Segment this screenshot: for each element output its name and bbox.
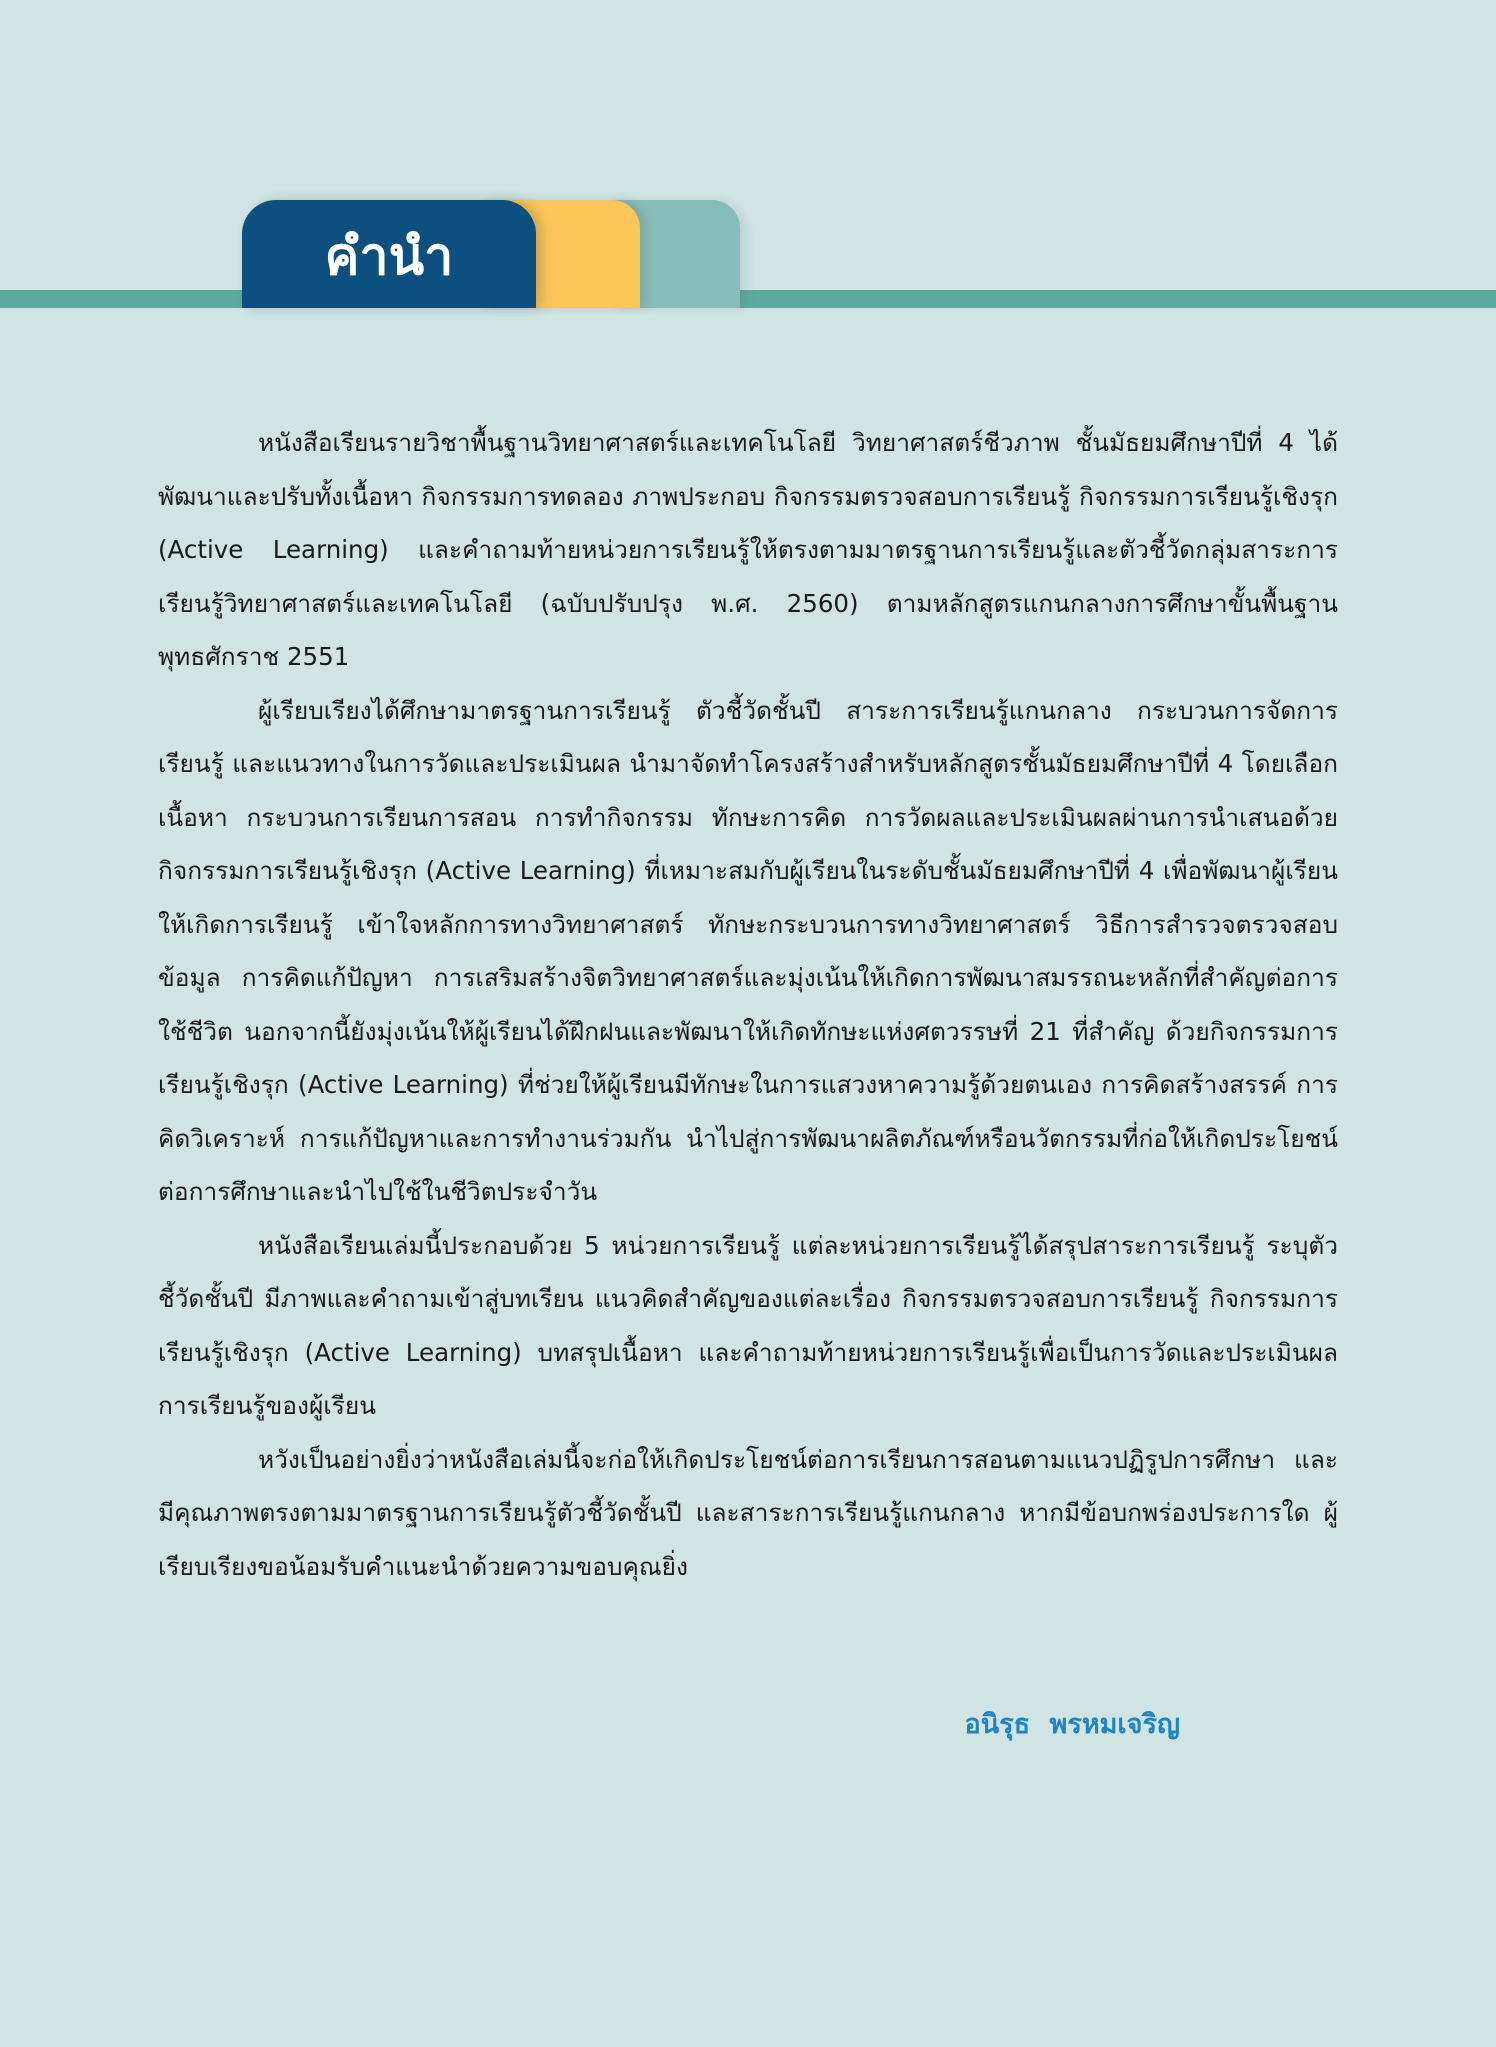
page-title: คำนำ <box>324 227 454 287</box>
paragraph-1: หนังสือเรียนรายวิชาพื้นฐานวิทยาศาสตร์และเทคโนโลยี วิทยาศาสตร์ชีวภาพ ชั้นมัธยมศึกษาปีที่ 4 ได้พัฒนาและปรับทั้งเนื้อหา กิจกรรมการทดลอง ภาพประกอบ กิจกรรมตรวจสอบการเรียนรู้ กิจกรรมการเรียนรู้เชิงรุก (Active Learning) และคำถามท้ายหน่วยการเรียนรู้ให้ตรงตามมาตรฐานการเรียนรู้และตัวชี้วัดกลุ่มสาระการเรียนรู้วิทยาศาสตร์และเทคโนโลยี (ฉบับปรับปรุง พ.ศ. 2560) ตามหลักสูตรแกนกลางการศึกษาขั้นพื้นฐาน พุทธศักราช 2551 <box>158 428 1338 671</box>
header-band <box>0 290 1496 308</box>
paragraph-4: หวังเป็นอย่างยิ่งว่าหนังสือเล่มนี้จะก่อให้เกิดประโยชน์ต่อการเรียนการสอนตามแนวปฏิรูปการศึกษา และมีคุณภาพตรงตามมาตรฐานการเรียนรู้ตัวชี้วัดชั้นปี และสาระการเรียนรู้แกนกลาง หากมีข้อบกพร่องประการใด ผู้เรียบเรียงขอน้อมรับคำแนะนำด้วยความขอบคุณยิ่ง <box>158 1444 1338 1581</box>
author-signature: อนิรุธ พรหมเจริญ <box>964 1709 1180 1740</box>
preface-body <box>158 416 1338 1593</box>
paragraph-3: หนังสือเรียนเล่มนี้ประกอบด้วย 5 หน่วยการเรียนรู้ แต่ละหน่วยการเรียนรู้ได้สรุปสาระการเรียนรู้ ระบุตัวชี้วัดชั้นปี มีภาพและคำถามเข้าสู่บทเรียน แนวคิดสำคัญของแต่ละเรื่อง กิจกรรมตรวจสอบการเรียนรู้ กิจกรรมการเรียนรู้เชิงรุก (Active Learning) บทสรุปเนื้อหา และคำถามท้ายหน่วยการเรียนรู้เพื่อเป็นการวัดและประเมินผลการเรียนรู้ของผู้เรียน <box>158 1230 1338 1420</box>
paragraph-2: ผู้เรียบเรียงได้ศึกษามาตรฐานการเรียนรู้ ตัวชี้วัดชั้นปี สาระการเรียนรู้แกนกลาง กระบวนการจัดการเรียนรู้ และแนวทางในการวัดและประเมินผล นำมาจัดทำโครงสร้างสำหรับหลักสูตรชั้นมัธยมศึกษาปีที่ 4 โดยเลือกเนื้อหา กระบวนการเรียนการสอน การทำกิจกรรม ทักษะการคิด การวัดผลและประเมินผลผ่านการนำเสนอด้วยกิจกรรมการเรียนรู้เชิงรุก (Active Learning) ที่เหมาะสมกับผู้เรียนในระดับชั้นมัธยมศึกษาปีที่ 4 เพื่อพัฒนาผู้เรียนให้เกิดการเรียนรู้ เข้าใจหลักการทางวิทยาศาสตร์ ทักษะกระบวนการทางวิทยาศาสตร์ วิธีการสำรวจตรวจสอบข้อมูล การคิดแก้ปัญหา การเสริมสร้างจิตวิทยาศาสตร์และมุ่งเน้นให้เกิดการพัฒนาสมรรถนะหลักที่สำคัญต่อการใช้ชีวิต นอกจากนี้ยังมุ่งเน้นให้ผู้เรียนได้ฝึกฝนและพัฒนาให้เกิดทักษะแห่งศตวรรษที่ 21 ที่สำคัญ ด้วยกิจกรรมการเรียนรู้เชิงรุก (Active Learning) ที่ช่วยให้ผู้เรียนมีทักษะในการแสวงหาความรู้ด้วยตนเอง การคิดสร้างสรรค์ การคิดวิเคราะห์ การแก้ปัญหาและการทำงานร่วมกัน นำไปสู่การพัฒนาผลิตภัณฑ์หรือนวัตกรรมที่ก่อให้เกิดประโยชน์ต่อการศึกษาและนำไปใช้ในชีวิตประจำวัน <box>158 695 1338 1206</box>
